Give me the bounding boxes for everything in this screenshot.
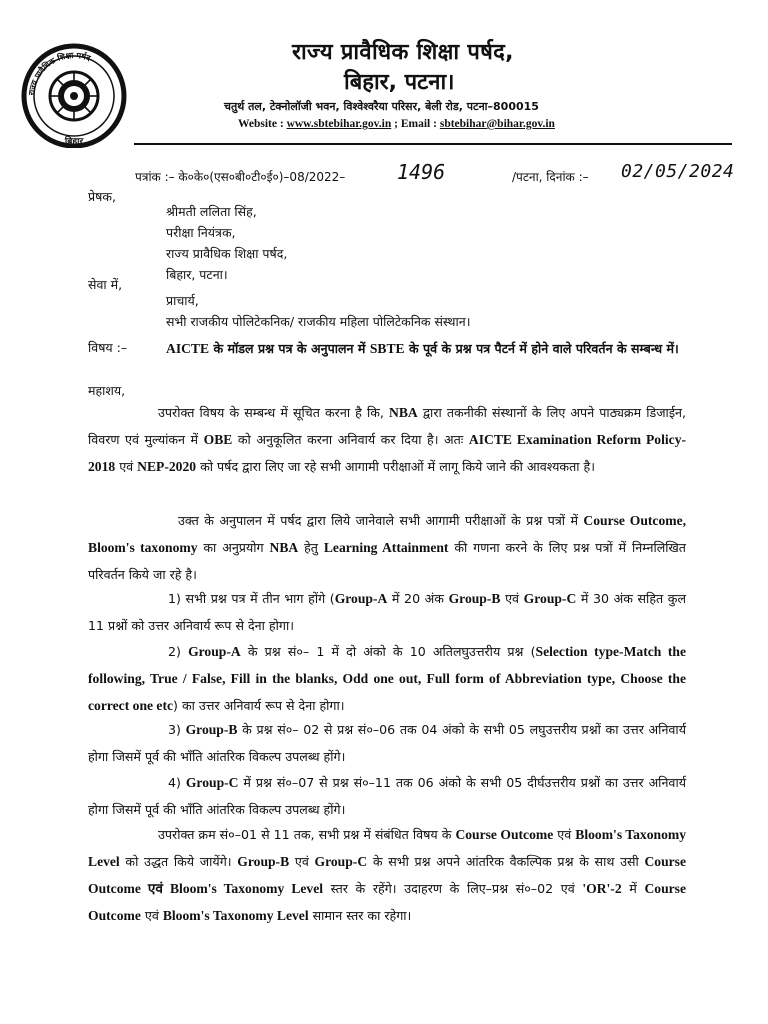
text-run: Bloom's Taxonomy Level — [88, 827, 686, 869]
date-label: /पटना, दिनांक :– — [512, 170, 589, 184]
email-link[interactable]: sbtebihar@bihar.gov.in — [439, 118, 555, 130]
list-item-2 — [88, 638, 686, 719]
recipient-title: प्राचार्य, — [166, 293, 199, 308]
text-run: 1) सभी प्रश्न पत्र में तीन भाग होंगे ( — [168, 591, 335, 606]
sender-name: श्रीमती ललिता सिंह, — [166, 204, 257, 219]
org-name: राज्य प्रावैधिक शिक्षा पर्षद, — [292, 40, 514, 65]
org-city: बिहार, पटना। — [344, 70, 455, 95]
text-run: में 30 अंक सहित कुल 11 प्रश्नों को उत्तर अनिवार्य रूप से देना होगा। — [88, 591, 687, 633]
text-run: ) का उत्तर अनिवार्य रूप से देना होगा। — [173, 698, 345, 713]
sender-designation: परीक्षा नियंत्रक, — [166, 225, 236, 240]
text-run: के प्रश्न सं०– 1 में दो अंको के 10 अतिलघुउत्तरीय प्रश्न ( — [240, 644, 536, 659]
seal-text: राज्य प्रावैधिक शिक्षा पर्षद — [27, 50, 92, 96]
text-run: Group-B — [448, 591, 501, 606]
contact-separator: ; — [391, 118, 401, 130]
salutation: महाशय, — [88, 383, 126, 398]
text-run: 2) — [168, 644, 189, 659]
text-run: में — [621, 881, 645, 896]
date-handwritten: 02/05/2024 — [621, 161, 735, 182]
text-run: Learning Attainment — [323, 540, 449, 555]
text-run: Group-A — [334, 591, 388, 606]
text-run: एवं — [289, 854, 315, 869]
paragraph-1 — [88, 399, 686, 480]
text-run: Group-B — [237, 854, 290, 869]
contact-line — [238, 118, 555, 130]
text-run: को पर्षद द्वारा लिए जा रहे सभी आगामी परीक्षाओं में लागू किये जाने की आवश्यकता है। — [196, 459, 595, 474]
text-run: Course Outcome — [88, 881, 686, 923]
text-run: स्तर के रहेंगे। उदाहरण के लिए–प्रश्न सं०–02 एवं — [323, 881, 583, 896]
email-label: Email : — [400, 118, 440, 130]
text-run: एवं — [500, 591, 524, 606]
subject-part: के मॉडल प्रश्न पत्र के अनुपालन में — [209, 341, 370, 356]
letter-number-handwritten: 1496 — [397, 160, 446, 184]
subject-label: विषय :– — [88, 340, 128, 355]
list-item-4 — [88, 769, 686, 823]
text-run: एवं — [115, 459, 138, 474]
recipient-label: सेवा में, — [88, 277, 123, 292]
website-link[interactable]: www.sbtebihar.gov.in — [286, 118, 392, 130]
text-run: को उद्धत किये जायेंगे। — [119, 854, 238, 869]
sbte-seal-logo — [16, 40, 132, 148]
list-item-1 — [88, 585, 686, 639]
text-run: NBA — [389, 405, 418, 420]
text-run: का अनुप्रयोग — [197, 540, 270, 555]
text-run: Group-C — [523, 591, 577, 606]
sender-city: बिहार, पटना। — [166, 267, 228, 282]
text-run: Bloom's Taxonomy Level — [162, 908, 309, 923]
text-run: Group-A — [188, 644, 241, 659]
text-run: OBE — [203, 432, 233, 447]
seal-city: बिहार — [64, 137, 84, 147]
sender-label: प्रेषक, — [88, 189, 116, 204]
subject-part: के पूर्व के प्रश्न पत्र पैटर्न में होने वाले परिवर्तन के सम्बन्ध में। — [404, 341, 679, 356]
text-run: NBA — [269, 540, 299, 555]
text-run: 3) — [168, 722, 186, 737]
text-run: उपरोक्त क्रम सं०–01 से 11 तक, सभी प्रश्न में संबंधित विषय के — [158, 827, 456, 842]
header-divider — [134, 143, 732, 145]
text-run: 'OR'-2 — [582, 881, 622, 896]
recipient-block — [166, 290, 470, 332]
text-run: द्वारा तकनीकी संस्थानों के लिए अपने पाठ्यक्रम डिजाईन, विवरण एवं मुल्यांकन में — [88, 405, 686, 447]
text-run: Course Outcome एवं Bloom's Taxonomy Level — [88, 854, 686, 896]
text-run: Selection type-Match the following, True / False, Fill in the blanks, Odd one out, Full form of Abbreviation type, Choose the correct one etc — [88, 644, 686, 713]
text-run: के प्रश्न सं०– 02 से प्रश्न सं०–06 तक 04 अंको के सभी 05 लघुउत्तरीय प्रश्नों का उत्तर अनिवार्य होगा जिसमें पूर्व की भाँति आंतरिक विकल्प उपलब्ध होंगे। — [88, 722, 686, 764]
text-run: सामान स्तर का रहेगा। — [308, 908, 412, 923]
text-run: में 20 अंक — [387, 591, 449, 606]
text-run: Course Outcome, Bloom's taxonomy — [88, 513, 686, 555]
text-run: हेतु — [298, 540, 324, 555]
subject-sbte: SBTE — [369, 341, 405, 356]
text-run: Group-C — [314, 854, 368, 869]
paragraph-2 — [88, 507, 686, 588]
text-run: एवं — [140, 908, 163, 923]
text-run: के सभी प्रश्न अपने आंतरिक वैकल्पिक प्रश्न के साथ उसी — [367, 854, 645, 869]
text-run: की गणना करने के लिए प्रश्न पत्रों में निम्नलिखित परिवर्तन किये जा रहे है। — [88, 540, 686, 582]
text-run: Group-C — [185, 775, 239, 790]
subject-aicte: AICTE — [166, 341, 210, 356]
text-run: Group-B — [185, 722, 238, 737]
text-run: में प्रश्न सं०–07 से प्रश्न सं०–11 तक 06 अंको के सभी 05 दीर्घउत्तरीय प्रश्नों का उत्तर अनिवार्य होगा जिसमें पूर्व की भाँति आंतरिक विकल्प उपलब्ध होंगे। — [88, 775, 687, 817]
text-run: उपरोक्त विषय के सम्बन्ध में सूचित करना है कि, — [158, 405, 390, 420]
text-run: को अनुकूलित करना अनिवार्य कर दिया है। अतः — [232, 432, 469, 447]
org-address: चतुर्थ तल, टेक्नोलॉजी भवन, विश्वेश्वरैया परिसर, बेली रोड, पटना–800015 — [224, 100, 539, 113]
text-run: उक्त के अनुपालन में पर्षद द्वारा लिये जानेवाले सभी आगामी परीक्षाओं के प्रश्न पत्रों में — [178, 513, 584, 528]
sender-block — [166, 201, 287, 285]
text-run: Course Outcome — [455, 827, 554, 842]
text-run: NEP-2020 — [137, 459, 197, 474]
sender-office: राज्य प्रावैधिक शिक्षा पर्षद, — [166, 246, 288, 261]
website-label: Website : — [238, 118, 287, 130]
subject-text — [166, 338, 688, 360]
list-item-3 — [88, 716, 686, 770]
text-run: एवं — [553, 827, 576, 842]
recipient-institutions: सभी राजकीय पोलिटेकनिक/ राजकीय महिला पोलिटेकनिक संस्थान। — [166, 314, 471, 329]
text-run: 4) — [168, 775, 186, 790]
text-run: AICTE Examination Reform Policy-2018 — [88, 432, 687, 474]
letter-number: पत्रांक :– के०के०(एस०बी०टी०ई०)–08/2022– — [135, 170, 346, 184]
paragraph-3 — [88, 821, 686, 929]
